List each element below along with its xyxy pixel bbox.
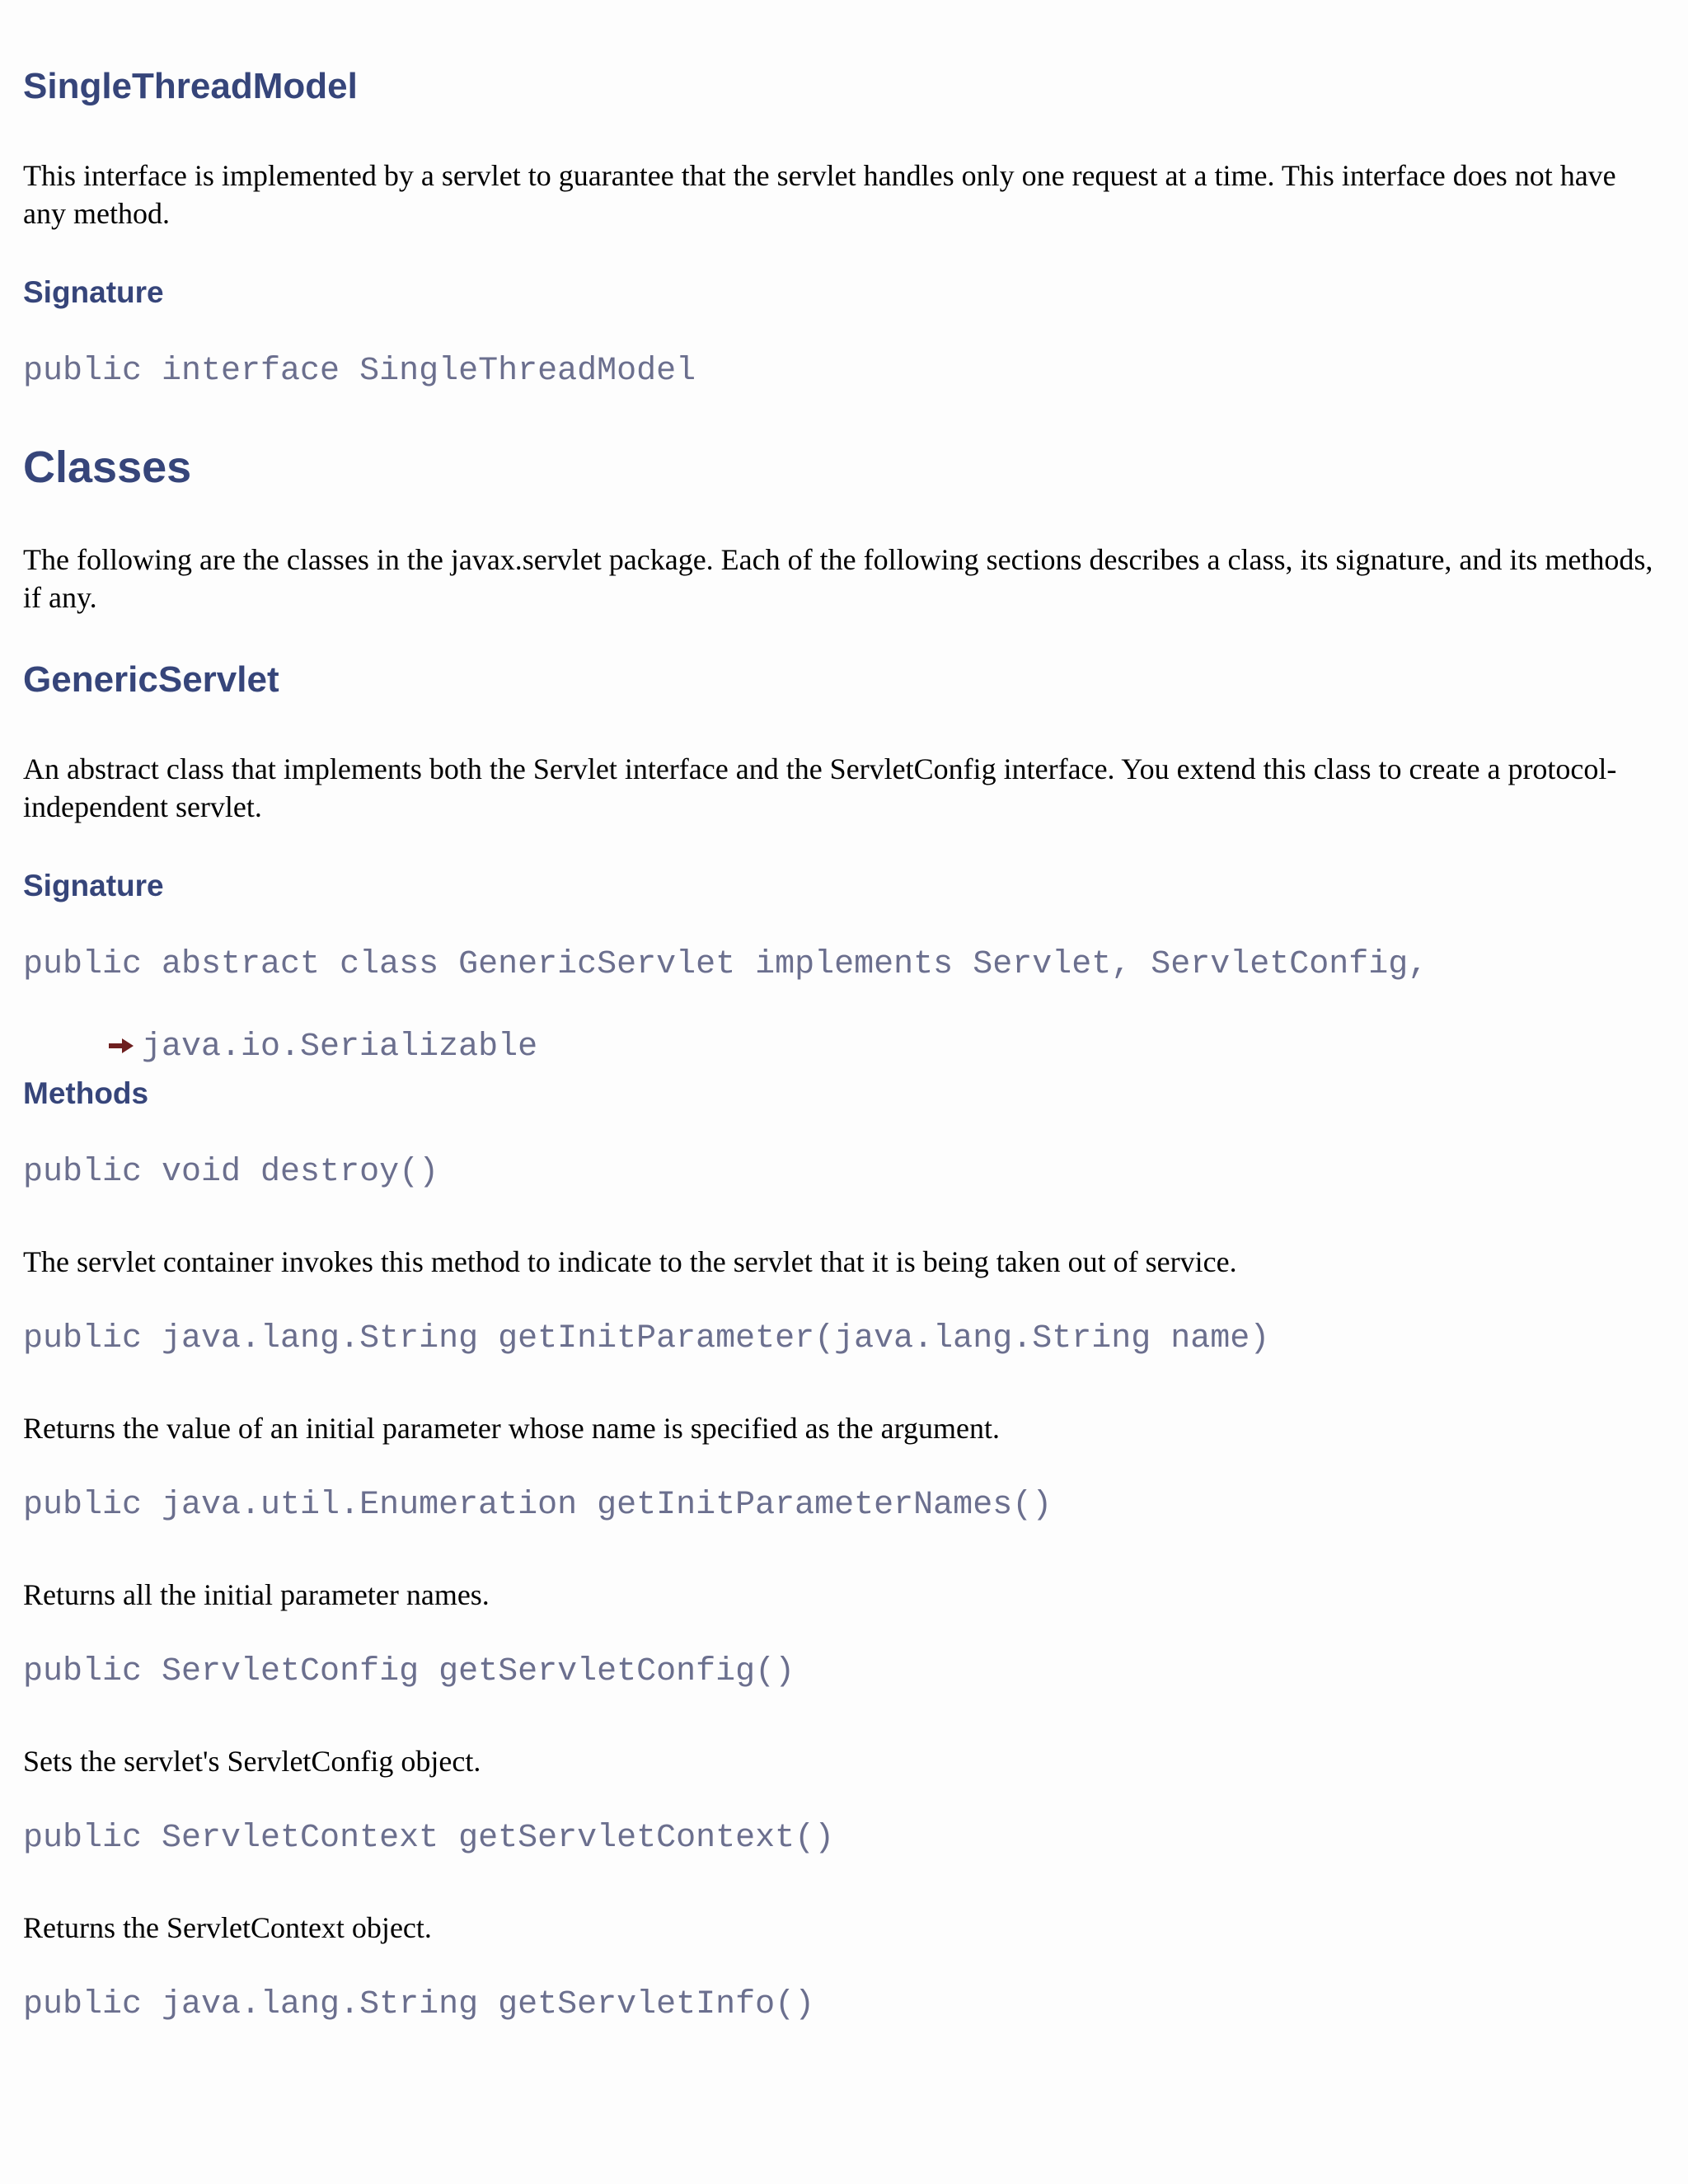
method-signature-getinitparameternames: public java.util.Enumeration getInitParameterNames(): [23, 1487, 1053, 1524]
genericservlet-description: An abstract class that implements both the Servlet interface and the ServletConfig interface. You extend this class to create a protocol-independent servlet.: [23, 752, 1617, 823]
classes-intro: The following are the classes in the javax.servlet package. Each of the following sections describes a class, its signature, and its methods, if any.: [23, 543, 1653, 614]
singlethreadmodel-description: This interface is implemented by a servlet to guarantee that the servlet handles only one request at a time. This interface does not have any method.: [23, 159, 1616, 230]
method-description-getservletconfig: Sets the servlet's ServletConfig object.: [23, 1745, 481, 1778]
line-continuation-arrow-icon: [109, 1038, 134, 1053]
genericservlet-signature-line2: java.io.Serializable: [142, 1029, 538, 1066]
section-title-genericservlet: GenericServlet: [23, 659, 279, 700]
method-signature-getinitparameter: public java.lang.String getInitParameter(java.lang.String name): [23, 1320, 1270, 1357]
method-signature-getservletcontext: public ServletContext getServletContext(): [23, 1820, 835, 1857]
singlethreadmodel-signature: public interface SingleThreadModel: [23, 353, 696, 390]
genericservlet-signature-line1: public abstract class GenericServlet implements Servlet, ServletConfig,: [23, 946, 1428, 983]
method-signature-destroy: public void destroy(): [23, 1154, 439, 1191]
method-description-getinitparameter: Returns the value of an initial parameter whose name is specified as the argument.: [23, 1412, 1000, 1445]
method-description-getinitparameternames: Returns all the initial parameter names.: [23, 1578, 490, 1611]
method-signature-getservletinfo: public java.lang.String getServletInfo(): [23, 1986, 815, 2023]
method-description-destroy: The servlet container invokes this method to indicate to the servlet that it is being taken out of service.: [23, 1245, 1237, 1278]
signature-heading-1: Signature: [23, 275, 164, 309]
section-title-singlethreadmodel: SingleThreadModel: [23, 66, 358, 106]
method-description-getservletcontext: Returns the ServletContext object.: [23, 1911, 432, 1944]
methods-heading: Methods: [23, 1076, 149, 1110]
signature-heading-2: Signature: [23, 869, 164, 902]
method-signature-getservletconfig: public ServletConfig getServletConfig(): [23, 1653, 795, 1690]
classes-heading: Classes: [23, 443, 192, 492]
